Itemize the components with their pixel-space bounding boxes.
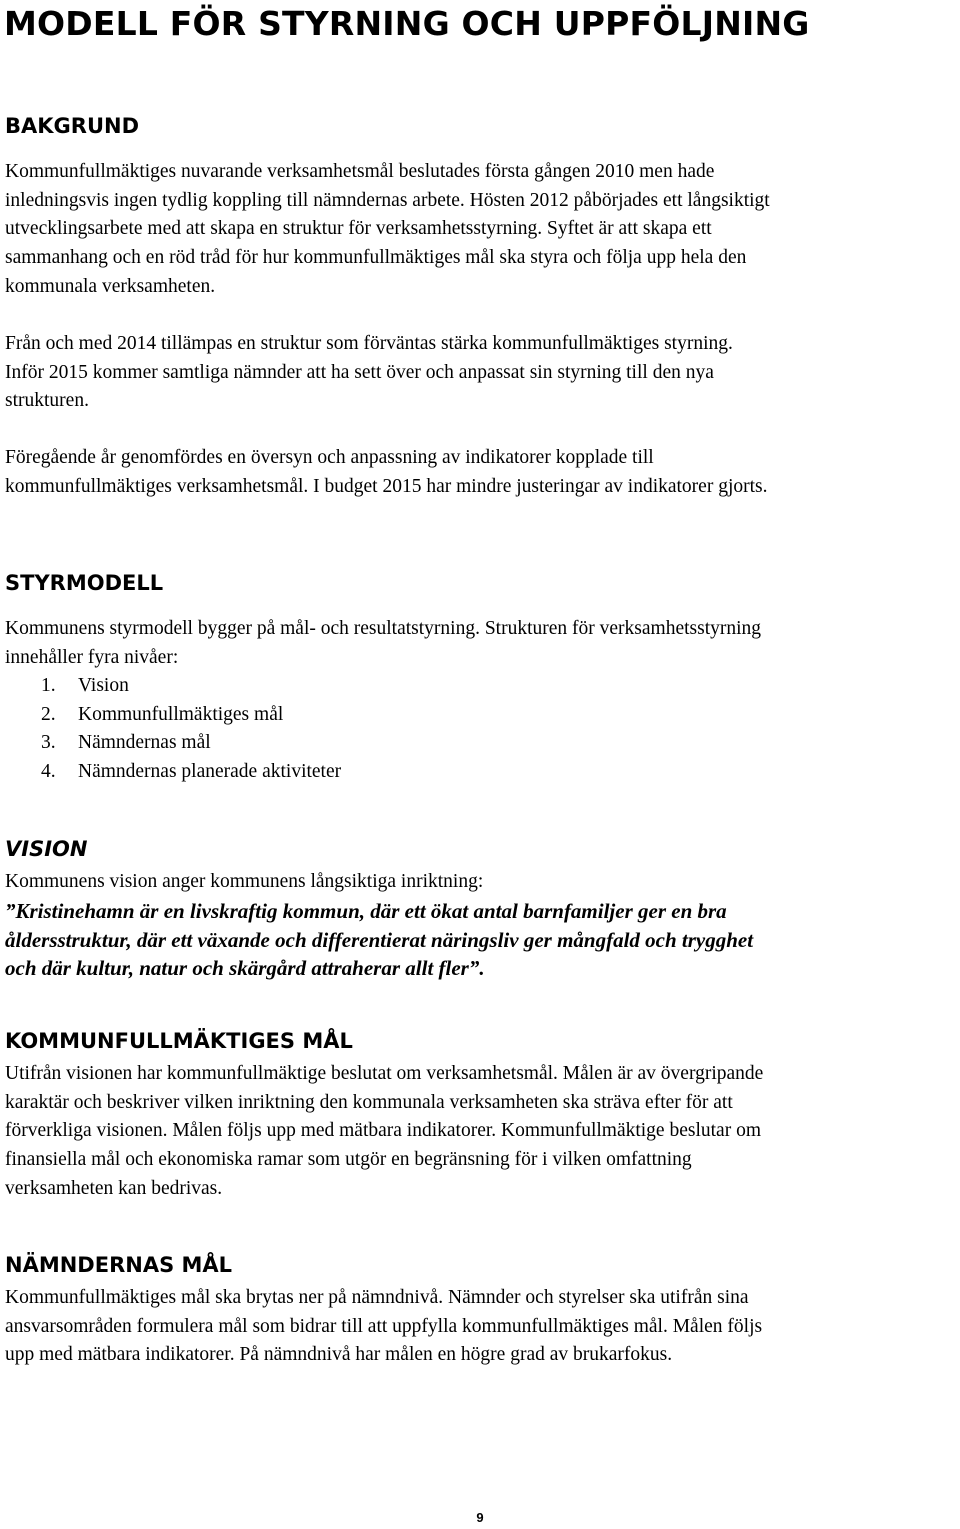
text-line: utvecklingsarbete med att skapa en struktur för verksamhetsstyrning. Syftet är att skapa ett [5, 218, 712, 240]
text-line: kommunfullmäktiges verksamhetsmål. I budget 2015 har mindre justeringar av indikatorer gjorts. [5, 475, 768, 497]
text-line: inledningsvis ingen tydlig koppling till nämndernas arbete. Hösten 2012 påbörjades ett långsiktigt [5, 189, 770, 211]
bakgrund-paragraph-3 [5, 444, 957, 501]
text-line: åldersstruktur, där ett växande och differentierat näringsliv ger mångfald och trygghet [5, 927, 754, 952]
text-line: finansiella mål och ekonomiska ramar som utgör en begränsning för i vilken omfattning [5, 1149, 692, 1171]
text-line: Från och med 2014 tillämpas en struktur som förväntas stärka kommunfullmäktiges styrning. [5, 333, 733, 354]
list-number: 1. [41, 675, 56, 696]
text-line: Inför 2015 kommer samtliga nämnder att ha sett över och anpassat sin styrning till den nya [5, 361, 714, 383]
text-line: Föregående år genomfördes en översyn och anpassning av indikatorer kopplade till [5, 447, 654, 468]
list-number: 4. [41, 761, 56, 783]
text-line: ansvarsområden formulera mål som bidrar till att uppfylla kommunfullmäktiges mål. Målen följs [5, 1315, 763, 1337]
list-number: 3. [41, 732, 56, 754]
section-heading-styrmodell: STYRMODELL [5, 571, 164, 595]
text-line: sammanhang och en röd tråd för hur kommunfullmäktiges mål ska styra och följa upp hela den [5, 247, 747, 269]
text-line: förverkliga visionen. Målen följs upp med mätbara indikatorer. Kommunfullmäktige beslutar om [5, 1120, 761, 1142]
list-item [41, 729, 341, 758]
list-label: Kommunfullmäktiges mål [78, 703, 284, 725]
vision-intro [5, 868, 957, 897]
page-title: MODELL FÖR STYRNING OCH UPPFÖLJNING [4, 4, 810, 43]
section-heading-bakgrund: BAKGRUND [5, 114, 139, 138]
text-line: Kommunens vision anger kommunens långsiktiga inriktning: [5, 871, 484, 892]
list-label: Nämndernas mål [78, 732, 211, 754]
section-heading-vision: VISION [5, 837, 88, 861]
page-number: 9 [476, 1510, 484, 1525]
vision-quote [5, 897, 753, 983]
text-line: och där kultur, natur och skärgård attraherar allt fler”. [5, 956, 485, 981]
text-line: Kommunens styrmodell bygger på mål- och resultatstyrning. Strukturen för verksamhetsstyrning [5, 618, 762, 639]
list-number: 2. [41, 703, 56, 725]
text-line: innehåller fyra nivåer: [5, 646, 179, 668]
text-line: Kommunfullmäktiges nuvarande verksamhetsmål beslutades första gången 2010 men hade [5, 161, 715, 182]
text-line: ”Kristinehamn är en livskraftig kommun, där ett ökat antal barnfamiljer ger en bra [5, 899, 727, 923]
namnd-mal-paragraph [5, 1284, 957, 1370]
styrmodell-intro [5, 615, 957, 672]
text-line: kommunala verksamheten. [5, 275, 216, 297]
list-label: Vision [78, 675, 129, 696]
text-line: Kommunfullmäktiges mål ska brytas ner på nämndnivå. Nämnder och styrelser ska utifrån sina [5, 1287, 749, 1308]
list-item [41, 701, 341, 730]
kf-mal-paragraph [5, 1060, 957, 1204]
text-line: karaktär och beskriver vilken inriktning den kommunala verksamheten ska sträva efter för att [5, 1091, 733, 1113]
text-line: upp med mätbara indikatorer. På nämndnivå har målen en högre grad av brukarfokus. [5, 1344, 673, 1366]
bakgrund-paragraph-1 [5, 158, 957, 302]
section-heading-kf-mal: KOMMUNFULLMÄKTIGES MÅL [5, 1029, 353, 1053]
text-line: strukturen. [5, 390, 89, 412]
section-heading-namnd-mal: NÄMNDERNAS MÅL [5, 1253, 233, 1277]
bakgrund-paragraph-2 [5, 330, 957, 416]
text-line: Utifrån visionen har kommunfullmäktige beslutat om verksamhetsmål. Målen är av övergripande [5, 1063, 764, 1084]
list-item [41, 758, 341, 787]
list-label: Nämndernas planerade aktiviteter [78, 761, 342, 783]
text-line: verksamheten kan bedrivas. [5, 1177, 223, 1199]
levels-list [41, 672, 341, 787]
list-item [41, 672, 341, 701]
